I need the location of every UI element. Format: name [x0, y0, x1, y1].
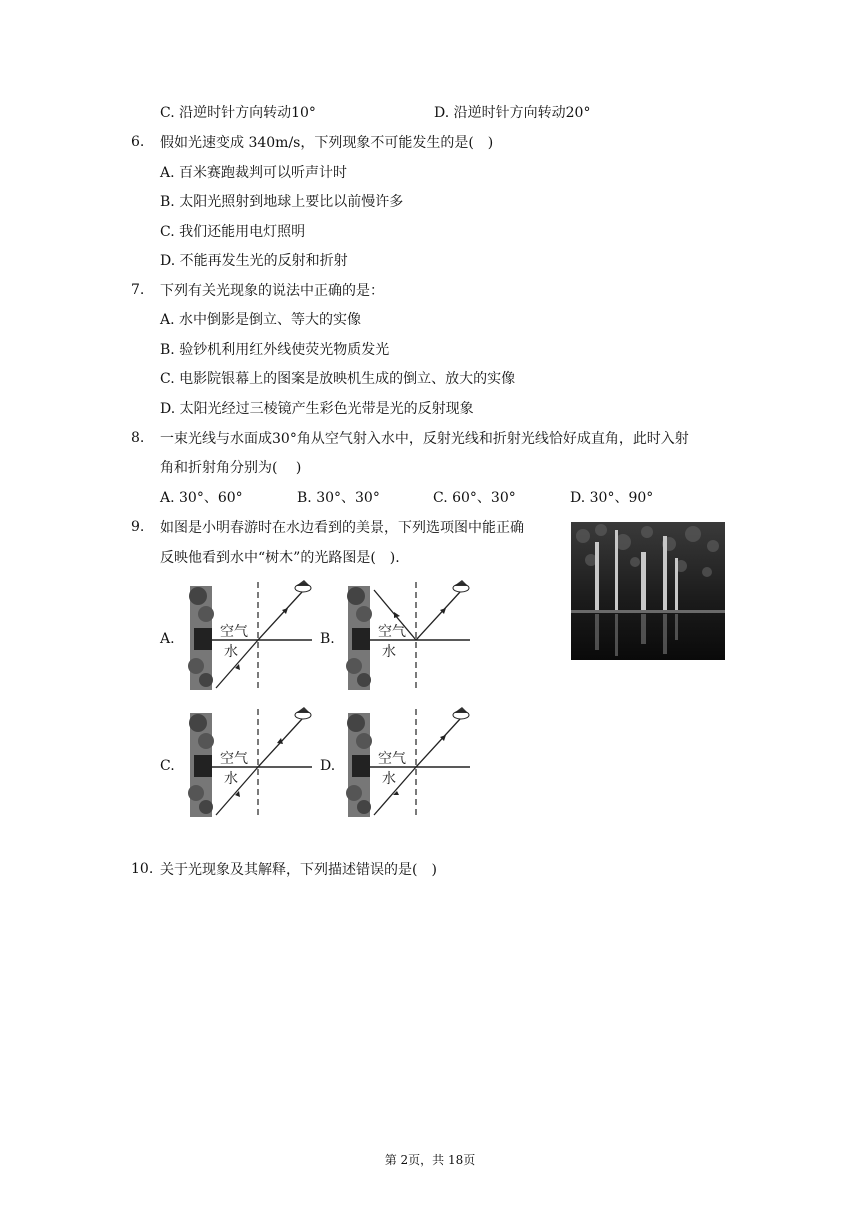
q9-label-d: D. [320, 758, 336, 774]
q6-option-a: A. 百米赛跑裁判可以听声计时 [160, 165, 348, 181]
q10-number: 10. [131, 861, 154, 877]
trees-reflection-photo [571, 522, 725, 660]
q10-stem: 关于光现象及其解释，下列描述错误的是( ) [160, 862, 437, 878]
q5-option-c: C. 沿逆时针方向转动10° [160, 105, 316, 121]
q9-diagram-d [344, 707, 474, 819]
eye-icon [295, 580, 311, 592]
tree-icon [346, 586, 372, 690]
air-label: 空气 [378, 751, 406, 767]
q8-option-b: B. 30°、30° [297, 490, 380, 506]
q8-option-d: D. 30°、90° [570, 490, 654, 506]
q8-number: 8. [131, 430, 145, 446]
eye-icon [453, 707, 469, 719]
q7-option-a: A. 水中倒影是倒立、等大的实像 [160, 312, 362, 328]
tree-icon [188, 713, 214, 817]
water-label: 水 [382, 771, 396, 787]
q6-option-d: D. 不能再发生光的反射和折射 [160, 253, 348, 269]
eye-icon [295, 707, 311, 719]
q6-number: 6. [131, 134, 145, 150]
q7-number: 7. [131, 282, 145, 298]
q9-diagram-c [186, 707, 316, 819]
q8-option-c: C. 60°、30° [433, 490, 516, 506]
q9-number: 9. [131, 519, 145, 535]
water-label: 水 [224, 771, 238, 787]
q5-option-d: D. 沿逆时针方向转动20° [434, 105, 591, 121]
q6-option-b: B. 太阳光照射到地球上要比以前慢许多 [160, 194, 404, 210]
q7-option-b: B. 验钞机利用红外线使荧光物质发光 [160, 342, 390, 358]
q6-stem: 假如光速变成 340m/s，下列现象不可能发生的是( ) [160, 135, 494, 151]
water-label: 水 [382, 644, 396, 660]
q9-label-a: A. [160, 631, 175, 647]
q9-stem-line2: 反映他看到水中“树木”的光路图是( ). [160, 550, 400, 566]
eye-icon [453, 580, 469, 592]
q7-option-c: C. 电影院银幕上的图案是放映机生成的倒立、放大的实像 [160, 371, 516, 387]
q9-label-b: B. [320, 631, 335, 647]
q9-label-c: C. [160, 758, 175, 774]
q8-stem-line1: 一束光线与水面成30°角从空气射入水中，反射光线和折射光线恰好成直角，此时入射 [160, 431, 689, 447]
q8-option-a: A. 30°、60° [160, 490, 243, 506]
water-label: 水 [224, 644, 238, 660]
q7-stem: 下列有关光现象的说法中正确的是： [160, 283, 384, 299]
q9-stem-line1: 如图是小明春游时在水边看到的美景，下列选项图中能正确 [160, 520, 524, 536]
q9-diagram-a [186, 580, 316, 692]
q9-diagram-b [344, 580, 474, 692]
air-label: 空气 [378, 624, 406, 640]
q7-option-d: D. 太阳光经过三棱镜产生彩色光带是光的反射现象 [160, 401, 474, 417]
air-label: 空气 [220, 751, 248, 767]
tree-icon [188, 586, 214, 690]
tree-icon [346, 713, 372, 817]
q6-option-c: C. 我们还能用电灯照明 [160, 224, 306, 240]
page-footer: 第 2页，共 18页 [384, 1153, 476, 1167]
air-label: 空气 [220, 624, 248, 640]
q8-stem-line2: 角和折射角分别为( ) [160, 460, 302, 476]
